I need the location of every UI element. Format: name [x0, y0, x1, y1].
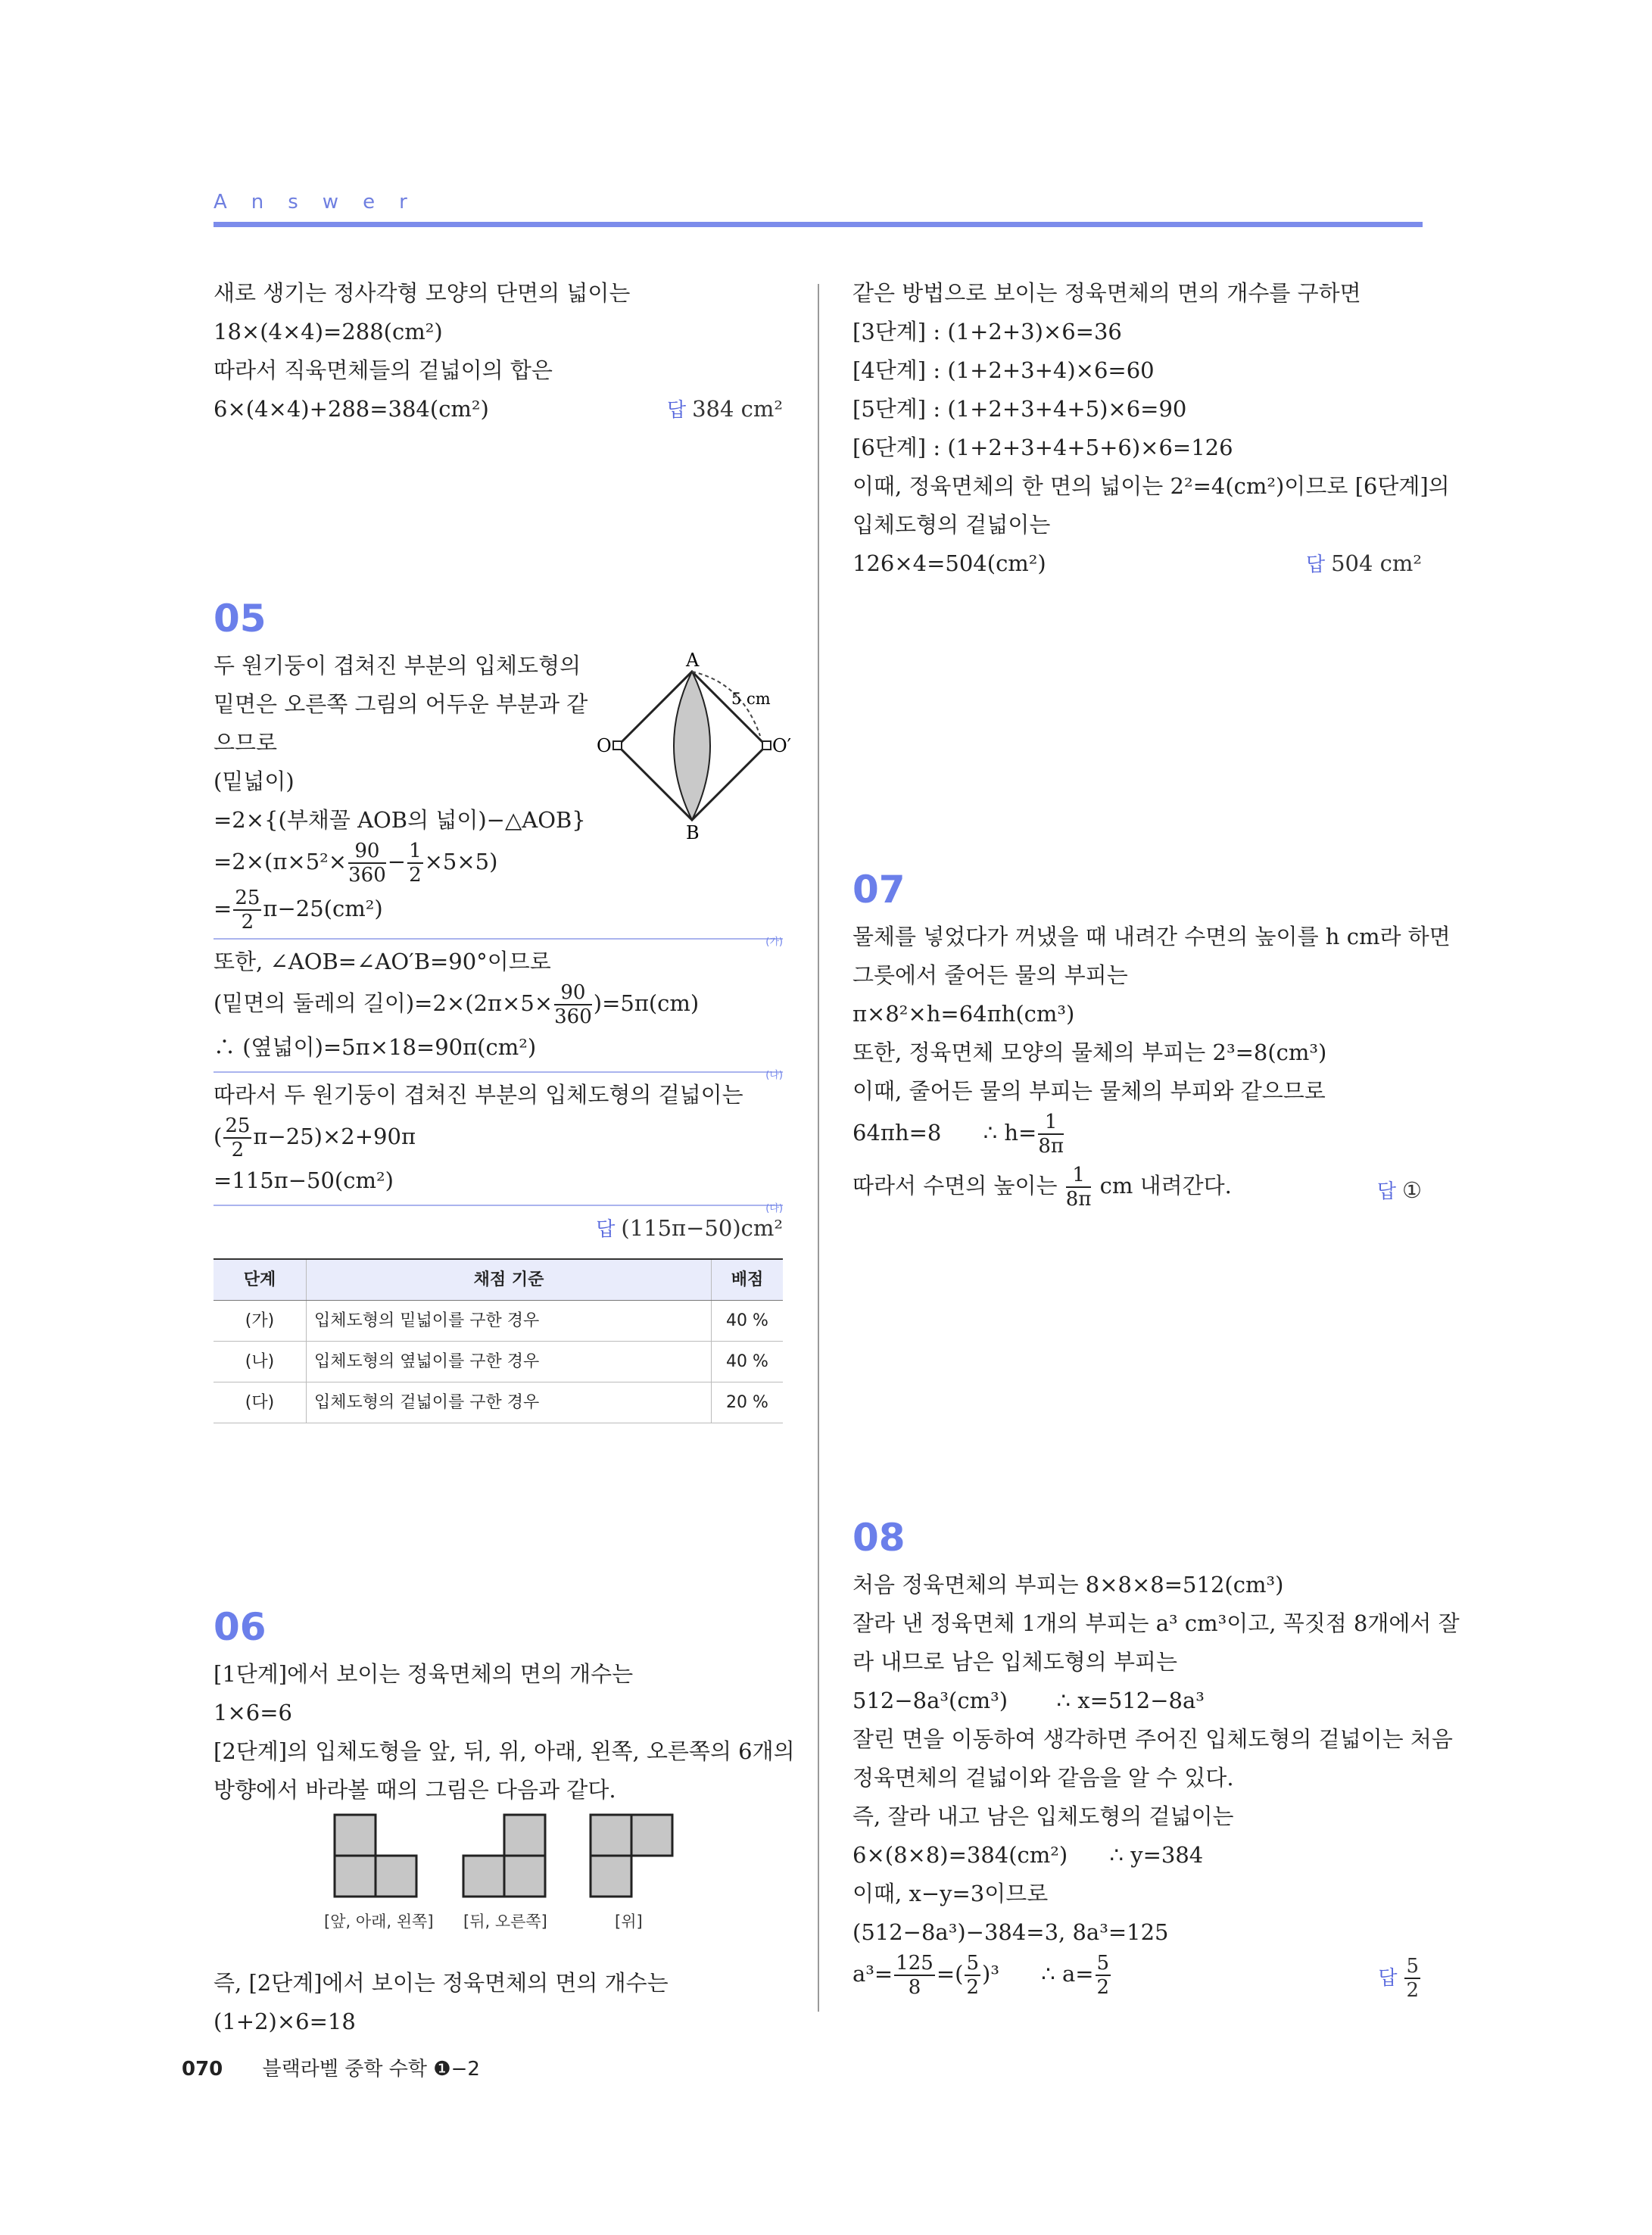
table-cell: (가)	[214, 1301, 307, 1342]
answer	[596, 1209, 783, 1249]
text-line: 이때, x−y=3이므로	[852, 1881, 1049, 1906]
eq-part: ×5×5)	[424, 849, 498, 874]
text-line: (1+2)×6=18	[214, 2009, 356, 2034]
eq-part: )=5π(cm)	[593, 990, 700, 1016]
denominator: 8π	[1038, 1135, 1064, 1158]
text-line: 그릇에서 줄어든 물의 부피는	[852, 962, 1128, 988]
text-line: 또한, ∠AOB=∠AO′B=90°이므로	[214, 949, 551, 974]
eq-part: π−25)×2+90π	[253, 1124, 416, 1149]
answer-label: 답	[666, 399, 687, 422]
text-line: 이때, 정육면체의 한 면의 넓이는 2²=4(cm²)이므로 [6단계]의	[852, 473, 1450, 499]
text-line: 이때, 줄어든 물의 부피는 물체의 부피와 같으므로	[852, 1078, 1326, 1104]
denominator: 8π	[1065, 1188, 1092, 1211]
table-cell: (나)	[214, 1342, 307, 1382]
problem-number: 08	[852, 1516, 905, 1560]
page-number: 070	[182, 2058, 223, 2081]
view-top	[591, 1815, 672, 1897]
numerator: 1	[1038, 1111, 1064, 1135]
numerator: 1	[1066, 1164, 1092, 1188]
equation-line	[214, 1114, 783, 1161]
eq-part: =	[214, 896, 232, 921]
text-line: 방향에서 바라볼 때의 그림은 다음과 같다.	[214, 1777, 616, 1803]
fraction	[1066, 1164, 1092, 1211]
text-line: 같은 방법으로 보이는 정육면체의 면의 개수를 구하면	[852, 280, 1361, 306]
problem-08	[852, 1510, 1460, 2005]
eq-part: 64πh=8 ∴ h=	[852, 1120, 1037, 1146]
answer	[1377, 1171, 1422, 1211]
denominator: 2	[1096, 1976, 1110, 1999]
text-line: 입체도형의 겉넓이는	[852, 512, 1051, 538]
eq-part: =(	[936, 1961, 964, 1987]
table-cell: 20 %	[712, 1382, 784, 1423]
table-cell: 입체도형의 겉넓이를 구한 경우	[307, 1382, 712, 1423]
text-line	[852, 544, 1422, 583]
eq-part: =2×(π×5²×	[214, 849, 348, 874]
view-front	[335, 1815, 416, 1897]
step-tag: (가)	[765, 937, 783, 948]
numerator: 125	[896, 1952, 934, 1975]
equation-line	[852, 1952, 1422, 2005]
fraction	[894, 1952, 935, 1999]
point-o-prime	[762, 741, 771, 750]
text-line	[214, 390, 783, 429]
problem-number: 06	[214, 1605, 267, 1649]
text-line: 즉, [2단계]에서 보이는 정육면체의 면의 개수는	[214, 1970, 669, 1996]
text-line: 두 원기둥이 겹쳐진 부분의 입체도형의	[214, 653, 581, 678]
book-title: 블랙라벨 중학 수학 ❶−2	[262, 2058, 480, 2081]
table-row	[214, 1301, 783, 1342]
fraction	[233, 887, 261, 934]
answer-label: 답	[1378, 1967, 1398, 1990]
eq-part: cm 내려간다.	[1099, 1173, 1232, 1199]
page-footer	[182, 2053, 480, 2081]
table-row	[214, 1342, 783, 1382]
text-line: 처음 정육면체의 부피는 8×8×8=512(cm³)	[852, 1572, 1284, 1598]
numerator: 1	[409, 840, 422, 862]
text-line: 18×(4×4)=288(cm²)	[214, 319, 443, 344]
table-cell: 40 %	[712, 1301, 784, 1342]
table-header-row	[214, 1259, 783, 1301]
text-line: (512−8a³)−384=3, 8a³=125	[852, 1919, 1169, 1945]
left-top-block	[214, 274, 783, 429]
numerator: 25	[225, 1114, 251, 1137]
text-line: 512−8a³(cm³) ∴ x=512−8a³	[852, 1688, 1205, 1713]
scoring-table	[214, 1258, 783, 1423]
fraction	[1096, 1952, 1111, 1999]
problem-number: 05	[214, 597, 267, 641]
answer	[1378, 1955, 1422, 2002]
answer	[667, 390, 783, 430]
label-length: 5 cm	[731, 690, 771, 708]
denominator: 8	[908, 1976, 921, 1999]
text-line: 1×6=6	[214, 1700, 292, 1725]
text-line: [6단계] : (1+2+3+4+5+6)×6=126	[852, 435, 1233, 460]
text-line: 새로 생기는 정사각형 모양의 단면의 넓이는	[214, 280, 631, 306]
answer	[1306, 544, 1422, 584]
table-row	[214, 1382, 783, 1423]
text-line: [1단계]에서 보이는 정육면체의 면의 개수는	[214, 1661, 634, 1687]
fraction	[1038, 1111, 1064, 1158]
answer-value: 504 cm²	[1331, 550, 1422, 576]
table-header: 단계	[214, 1259, 307, 1301]
text-line: 밑면은 오른쪽 그림의 어두운 부분과 같	[214, 691, 588, 717]
answer-label: 답	[1305, 553, 1326, 576]
numerator: 5	[966, 1952, 980, 1975]
lens-diagram	[597, 650, 795, 843]
step-tag: (다)	[765, 1203, 783, 1214]
header-rule	[214, 222, 1423, 227]
text-line: [2단계]의 입체도형을 앞, 뒤, 위, 아래, 왼쪽, 오른쪽의 6개의	[214, 1738, 795, 1764]
table-header: 채점 기준	[307, 1259, 712, 1301]
numerator: 90	[554, 981, 592, 1005]
caption-back: [뒤, 오른쪽]	[463, 1912, 547, 1931]
answer-value: ①	[1402, 1177, 1422, 1203]
fraction	[965, 1952, 980, 1999]
label-o-prime: O′	[772, 735, 792, 756]
eq-part: (	[214, 1124, 223, 1149]
answer-value: (115π−50)cm²	[621, 1215, 783, 1241]
view-back	[463, 1815, 545, 1897]
text-line: 물체를 넣었다가 꺼냈을 때 내려간 수면의 높이를 h cm라 하면	[852, 924, 1451, 949]
text-line: =2×{(부채꼴 AOB의 넓이)−△AOB}	[214, 807, 586, 833]
problem-07	[852, 862, 1451, 1217]
eq-part: )³ ∴ a=	[982, 1961, 1094, 1987]
denominator: 2	[409, 864, 422, 887]
problem-number: 07	[852, 868, 905, 912]
step-separator	[214, 937, 783, 948]
answer-line	[214, 1209, 783, 1248]
table-cell: 40 %	[712, 1342, 784, 1382]
step-separator	[214, 1070, 783, 1081]
equation-line	[852, 1111, 1422, 1164]
header-title: Answer	[214, 191, 432, 214]
right-top-block	[852, 274, 1450, 583]
text-line: 잘라 낸 정육면체 1개의 부피는 a³ cm³이고, 꼭짓점 8개에서 잘	[852, 1610, 1460, 1636]
denominator: 2	[241, 911, 254, 934]
text-line: 정육면체의 겉넓이와 같음을 알 수 있다.	[852, 1765, 1234, 1791]
equation-line	[214, 840, 783, 887]
views-diagram	[333, 1811, 681, 1902]
numerator: 5	[1406, 1955, 1419, 1978]
answer-value: 384 cm²	[692, 396, 783, 422]
text-line: 라 내므로 남은 입체도형의 부피는	[852, 1649, 1178, 1675]
denominator: 2	[1406, 1979, 1419, 2002]
equation: 126×4=504(cm²)	[852, 550, 1046, 576]
text-line: 따라서 두 원기둥이 겹쳐진 부분의 입체도형의 겉넓이는	[214, 1082, 743, 1108]
text-line: ∴ (옆넓이)=5π×18=90π(cm²)	[214, 1034, 537, 1060]
text-line: π×8²×h=64πh(cm³)	[852, 1001, 1075, 1027]
text-line: (밑넓이)	[214, 768, 295, 794]
text-line: 따라서 직육면체들의 겉넓이의 합은	[214, 357, 553, 383]
shaded-region	[674, 672, 710, 820]
denominator: 360	[554, 1005, 592, 1028]
point-o	[613, 741, 622, 750]
caption-top: [위]	[615, 1912, 643, 1931]
equation: 6×(4×4)+288=384(cm²)	[214, 396, 489, 422]
text-line: [5단계] : (1+2+3+4+5)×6=90	[852, 396, 1187, 422]
step-tag: (나)	[765, 1070, 783, 1081]
table-header: 배점	[712, 1259, 784, 1301]
step-separator	[214, 1203, 783, 1214]
equation-line	[852, 1164, 1422, 1217]
answer-fraction	[1404, 1955, 1420, 2002]
numerator: 90	[348, 840, 386, 864]
equation-line	[214, 887, 783, 934]
eq-part: a³=	[852, 1961, 893, 1987]
equation-line	[214, 981, 783, 1028]
eq-part: 따라서 수면의 높이는	[852, 1173, 1058, 1199]
fraction	[407, 840, 423, 887]
column-divider	[818, 284, 819, 2012]
caption-front: [앞, 아래, 왼쪽]	[324, 1912, 434, 1931]
denominator: 360	[348, 864, 386, 887]
table-cell: 입체도형의 밑넓이를 구한 경우	[307, 1301, 712, 1342]
eq-part: −	[387, 849, 407, 874]
numerator: 25	[235, 887, 260, 909]
text-line: 잘린 면을 이동하여 생각하면 주어진 입체도형의 겉넓이는 처음	[852, 1726, 1453, 1752]
table-cell: 입체도형의 옆넓이를 구한 경우	[307, 1342, 712, 1382]
denominator: 2	[966, 1976, 980, 1999]
denominator: 2	[231, 1139, 245, 1161]
numerator: 5	[1096, 1952, 1110, 1975]
table-cell: (다)	[214, 1382, 307, 1423]
text-line: 6×(8×8)=384(cm²) ∴ y=384	[852, 1842, 1204, 1868]
answer-label: 답	[596, 1218, 616, 1241]
label-b: B	[686, 822, 700, 843]
label-o: O	[597, 735, 612, 756]
eq-part: (밑면의 둘레의 길이)=2×(2π×5×	[214, 990, 553, 1016]
label-a: A	[686, 650, 700, 671]
text-line: [4단계] : (1+2+3+4)×6=60	[852, 357, 1155, 383]
fraction	[223, 1114, 251, 1161]
text-line: 또한, 정육면체 모양의 물체의 부피는 2³=8(cm³)	[852, 1040, 1327, 1065]
fraction	[348, 840, 386, 887]
text-line: =115π−50(cm²)	[214, 1167, 394, 1193]
answer-label: 답	[1376, 1180, 1396, 1203]
text-line: 즉, 잘라 내고 남은 입체도형의 겉넓이는	[852, 1803, 1234, 1829]
eq-part: π−25(cm²)	[263, 896, 383, 921]
text-line: [3단계] : (1+2+3)×6=36	[852, 319, 1122, 344]
text-line: 으므로	[214, 730, 278, 756]
fraction	[554, 981, 592, 1028]
